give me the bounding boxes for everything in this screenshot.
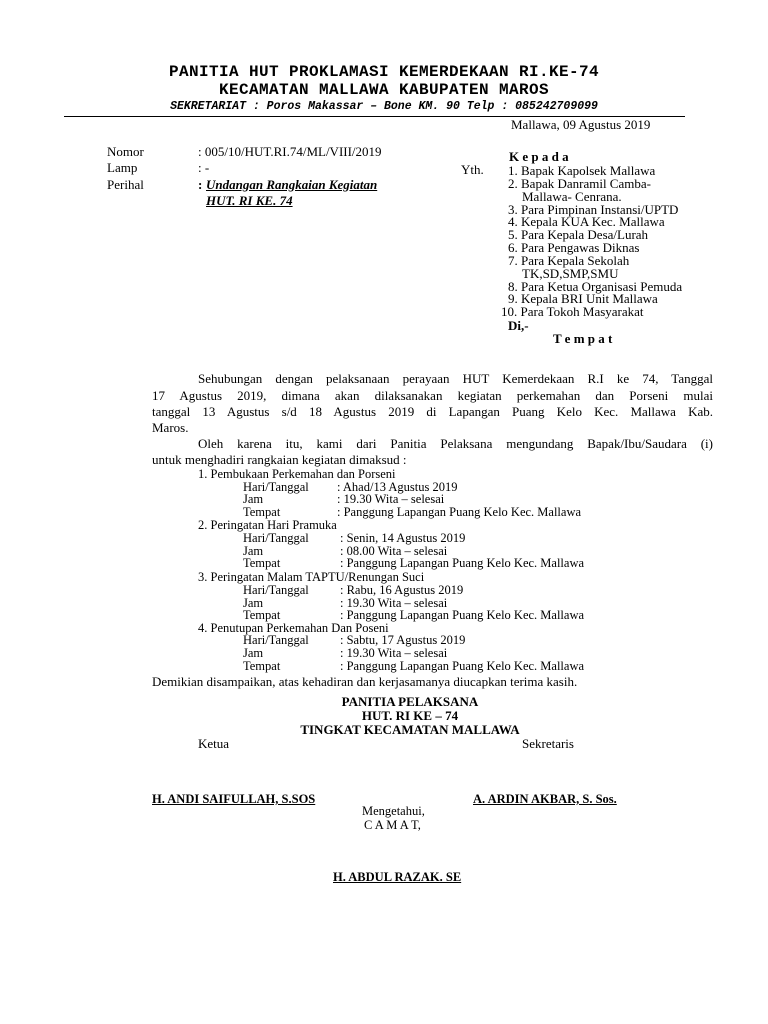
nomor-value: : 005/10/HUT.RI.74/ML/VIII/2019 [198, 144, 382, 159]
camat-name: H. ABDUL RAZAK. SE [333, 870, 462, 884]
signature-org-line3: TINGKAT KECAMATAN MALLAWA [300, 722, 520, 737]
event-row-label: Jam [243, 544, 264, 558]
nomor-label: Nomor [107, 144, 144, 159]
event-row-value: : Panggung Lapangan Puang Kelo Kec. Mallawa [340, 556, 585, 570]
recipient-item: 9. Kepala BRI Unit Mallawa [508, 291, 658, 306]
event-row-value: : 19.30 Wita – selesai [340, 596, 448, 610]
yth-label: Yth. [461, 162, 484, 177]
ketua-label: Ketua [198, 736, 230, 751]
recipient-item: 6. Para Pengawas Diknas [508, 240, 640, 255]
event-row-value: : 19.30 Wita – selesai [340, 646, 448, 660]
sekretaris-name: A. ARDIN AKBAR, S. Sos. [473, 792, 617, 806]
lamp-value: : - [198, 160, 210, 175]
event-row-value: : Sabtu, 17 Agustus 2019 [340, 633, 466, 647]
perihal-colon: : [198, 177, 203, 192]
recipient-item: 10. Para Tokoh Masyarakat [501, 304, 644, 319]
perihal-value-line2: HUT. RI KE. 74 [206, 193, 293, 208]
event-title: 1. Pembukaan Perkemahan dan Porseni [198, 467, 396, 481]
event-row-label: Tempat [243, 505, 281, 519]
event-title: 3. Peringatan Malam TAPTU/Renungan Suci [198, 570, 425, 584]
paragraph-1-line: tanggal 13 Agustus s/d 18 Agustus 2019 di Lapangan Puang Kelo Kec. Mallawa Kab. [152, 404, 713, 419]
event-row-label: Tempat [243, 556, 281, 570]
camat-label: C A M A T, [364, 818, 421, 832]
event-row-value: : Ahad/13 Agustus 2019 [337, 480, 458, 494]
event-row-value: : Panggung Lapangan Puang Kelo Kec. Mallawa [340, 659, 585, 673]
recipient-item: 2. Bapak Danramil Camba- [508, 176, 651, 191]
event-row-label: Jam [243, 646, 264, 660]
letterhead-title: PANITIA HUT PROKLAMASI KEMERDEKAAN RI.KE-74 [168, 63, 600, 81]
mengetahui-label: Mengetahui, [362, 804, 425, 818]
event-row-value: : Panggung Lapangan Puang Kelo Kec. Mallawa [337, 505, 582, 519]
recipient-item: 5. Para Kepala Desa/Lurah [508, 227, 649, 242]
kepada-label: K e p a d a [509, 149, 569, 164]
event-row-label: Jam [243, 492, 264, 506]
recipient-item: TK,SD,SMP,SMU [522, 266, 619, 281]
di-label: Di,- [508, 318, 529, 333]
recipient-item: 4. Kepala KUA Kec. Mallawa [508, 214, 665, 229]
event-row-label: Hari/Tanggal [243, 480, 309, 494]
event-row-label: Hari/Tanggal [243, 583, 309, 597]
paragraph-1-line: Sehubungan dengan pelaksanaan perayaan HUT Kemerdekaan R.I ke 74, Tanggal [198, 371, 713, 386]
tempat-label: T e m p a t [553, 331, 613, 346]
event-title: 2. Peringatan Hari Pramuka [198, 518, 337, 532]
recipient-item: 8. Para Ketua Organisasi Pemuda [508, 279, 683, 294]
paragraph-2-line: Oleh karena itu, kami dari Panitia Pelaksana mengundang Bapak/Ibu/Saudara (i) [198, 436, 713, 451]
letterhead-address: SEKRETARIAT : Poros Makassar – Bone KM. 90 Telp : 085242709099 [170, 100, 598, 113]
lamp-label: Lamp [107, 160, 138, 175]
event-row-label: Hari/Tanggal [243, 531, 309, 545]
closing-text: Demikian disampaikan, atas kehadiran dan kerjasamanya diucapkan terima kasih. [152, 674, 578, 689]
recipient-item: 1. Bapak Kapolsek Mallawa [508, 163, 656, 178]
recipient-item: 7. Para Kepala Sekolah [508, 253, 630, 268]
recipient-item: 3. Para Pimpinan Instansi/UPTD [508, 202, 679, 217]
perihal-value-line1: Undangan Rangkaian Kegiatan [206, 177, 378, 192]
event-row-label: Tempat [243, 608, 281, 622]
paragraph-1-line: Maros. [152, 420, 189, 435]
event-row-label: Hari/Tanggal [243, 633, 309, 647]
event-row-value: : Panggung Lapangan Puang Kelo Kec. Mallawa [340, 608, 585, 622]
paragraph-2-line: untuk menghadiri rangkaian kegiatan dimaksud : [152, 452, 407, 467]
event-row-value: : 08.00 Wita – selesai [340, 544, 448, 558]
ketua-name: H. ANDI SAIFULLAH, S.SOS [152, 792, 316, 806]
event-row-value: : 19.30 Wita – selesai [337, 492, 445, 506]
perihal-label: Perihal [107, 177, 144, 192]
event-row-label: Tempat [243, 659, 281, 673]
event-row-label: Jam [243, 596, 264, 610]
signature-org-line2: HUT. RI KE – 74 [361, 708, 459, 723]
letterhead-subtitle: KECAMATAN MALLAWA KABUPATEN MAROS [218, 81, 550, 99]
event-row-value: : Rabu, 16 Agustus 2019 [340, 583, 464, 597]
event-title: 4. Penutupan Perkemahan Dan Poseni [198, 621, 389, 635]
recipient-item: Mallawa- Cenrana. [522, 189, 622, 204]
paragraph-1-line: 17 Agustus 2019, dimana akan dilaksanakan kegiatan perkemahan dan Porseni mulai [152, 388, 713, 403]
signature-org-line1: PANITIA PELAKSANA [341, 694, 479, 709]
place-date: Mallawa, 09 Agustus 2019 [511, 117, 651, 132]
sekretaris-label: Sekretaris [522, 736, 574, 751]
event-row-value: : Senin, 14 Agustus 2019 [340, 531, 466, 545]
